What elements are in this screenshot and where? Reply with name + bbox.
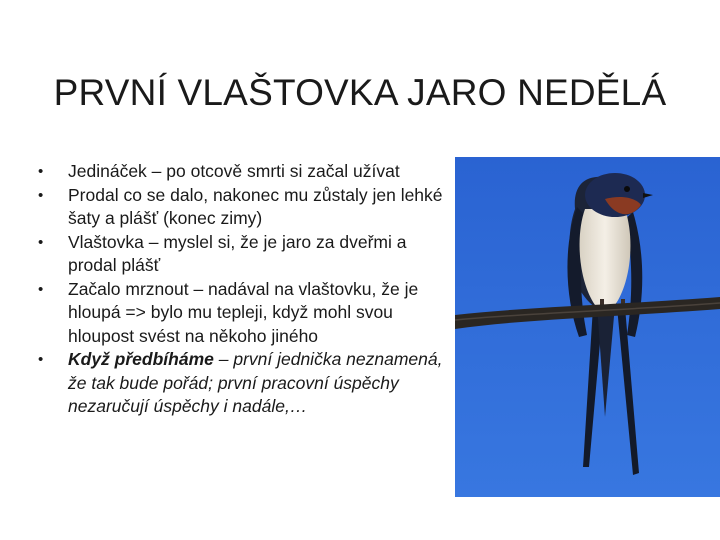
bullet-text: Začalo mrznout – nadával na vlaštovku, že je hloupá => bylo mu tepleji, když mohl svou hloupost svést na někoho jiného [68,278,419,346]
bullet-dot: • [38,163,44,180]
swallow-on-wire-icon [455,157,720,497]
bullet-list [38,160,458,419]
bullet-text [68,349,443,416]
bullet-text: Jedináček – po otcově smrti si začal užívat [68,161,400,181]
bullet-item [38,278,458,349]
bullet-item [38,348,458,419]
bullet-item [38,160,458,184]
bullet-dot: • [38,186,44,204]
bullet-text: Prodal co se dalo, nakonec mu zůstaly jen lehké šaty a plášť (konec zimy) [68,184,443,228]
bullet-text: Vlaštovka – myslel si, že je jaro za dveřmi a prodal plášť [68,231,407,275]
bullet-item [38,231,458,278]
bullet-dot: • [38,351,44,368]
bullet-item [38,184,458,231]
bullet-dot: • [38,280,44,298]
bullet-rest-text: – první jednička neznamená, že tak bude pořád; první pracovní úspěchy nezaručují úspěchy i nadále,… [68,349,443,416]
swallow-photo [455,157,720,497]
bullet-lead-text: Když předbíháme [68,349,214,369]
bullet-dot: • [38,233,44,251]
slide-title: PRVNÍ VLAŠTOVKA JARO NEDĚLÁ [53,72,667,113]
